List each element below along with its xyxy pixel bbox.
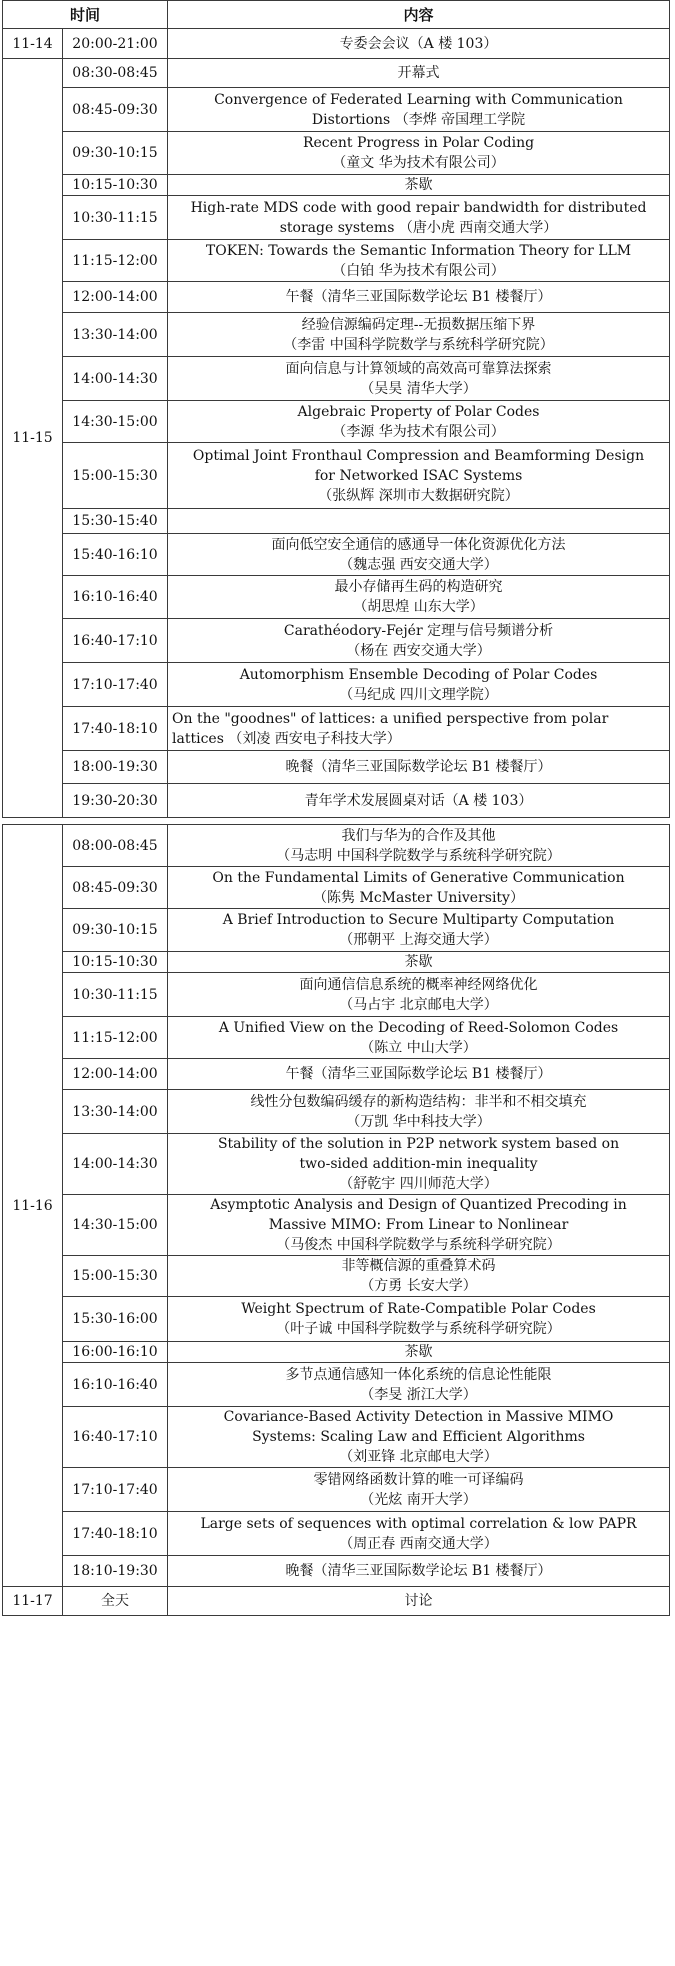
content-line: A Brief Introduction to Secure Multiparty Computation [222, 912, 615, 928]
time-cell: 10:30-11:15 [63, 196, 168, 240]
content-cell [168, 867, 670, 909]
time-cell: 15:30-16:00 [63, 1297, 168, 1342]
content-line: （周正春 西南交通大学） [339, 1535, 498, 1552]
time-cell: 14:30-15:00 [63, 1195, 168, 1256]
content-line: （马俊杰 中国科学院数学与系统科学研究院） [276, 1237, 561, 1253]
content-cell [168, 707, 670, 751]
content-line: （马占宇 北京邮电大学） [339, 996, 498, 1013]
content-cell [168, 282, 670, 313]
time-cell: 12:00-14:00 [63, 1059, 168, 1090]
content-cell [168, 619, 670, 663]
time-cell: 15:30-15:40 [63, 509, 168, 534]
content-line: 面向低空安全通信的感通导一体化资源优化方法 [271, 536, 566, 553]
content-line: 青年学术发展圆桌对话（A 楼 103） [304, 792, 533, 809]
content-line: （舒乾宇 四川师范大学） [339, 1176, 498, 1192]
content-line: 经验信源编码定理--无损数据压缩下界 [301, 316, 536, 333]
time-cell: 20:00-21:00 [63, 29, 168, 59]
time-cell: 08:30-08:45 [63, 59, 168, 88]
time-cell: 17:40-18:10 [63, 1512, 168, 1556]
content-cell [168, 132, 670, 175]
schedule-row [3, 784, 670, 818]
time-cell: 08:45-09:30 [63, 867, 168, 909]
content-line: 最小存储再生码的构造研究 [334, 579, 503, 595]
content-line: （马志明 中国科学院数学与系统科学研究院） [276, 847, 561, 864]
time-cell: 19:30-20:30 [63, 784, 168, 818]
schedule-row [3, 132, 670, 175]
schedule-row [3, 909, 670, 952]
schedule-row [3, 1587, 670, 1616]
content-line: 茶歇 [404, 177, 433, 193]
content-line: for Networked ISAC Systems [314, 467, 523, 484]
content-line: 晚餐（清华三亚国际数学论坛 B1 楼餐厅） [285, 759, 552, 775]
content-line: 面向信息与计算领域的高效高可靠算法探索 [285, 360, 552, 377]
schedule-row [3, 1090, 670, 1134]
content-cell [168, 1059, 670, 1090]
schedule-row [3, 1059, 670, 1090]
content-line: 多节点通信感知一体化系统的信息论性能限 [285, 1366, 552, 1383]
content-cell [168, 1256, 670, 1297]
time-cell: 09:30-10:15 [63, 132, 168, 175]
schedule-row [3, 707, 670, 751]
content-line: 午餐（清华三亚国际数学论坛 B1 楼餐厅） [285, 1066, 552, 1082]
content-cell [168, 313, 670, 357]
content-cell [168, 1587, 670, 1616]
schedule-row [3, 401, 670, 443]
content-cell [168, 1363, 670, 1407]
content-line: （张纵辉 深圳市大数据研究院） [318, 487, 519, 504]
content-cell [168, 357, 670, 401]
content-line: （杨在 西安交通大学） [346, 642, 491, 659]
schedule-row [3, 619, 670, 663]
date-cell: 11-15 [3, 59, 63, 818]
content-cell [168, 509, 670, 534]
header-row [3, 1, 670, 29]
schedule-row [3, 88, 670, 132]
content-line: （吴昊 清华大学） [360, 380, 477, 397]
schedule-row [3, 1556, 670, 1587]
schedule-row [3, 196, 670, 240]
content-line: lattices （刘凌 西安电子科技大学） [172, 730, 401, 747]
content-line: Distortions （李烨 帝国理工学院 [311, 111, 526, 128]
content-cell [168, 1468, 670, 1512]
schedule-row [3, 509, 670, 534]
content-line: （万凯 华中科技大学） [346, 1113, 491, 1130]
time-cell: 15:40-16:10 [63, 534, 168, 576]
header-content: 内容 [168, 1, 670, 29]
content-cell [168, 1090, 670, 1134]
content-cell [168, 443, 670, 509]
schedule-row [3, 1468, 670, 1512]
content-line: 晚餐（清华三亚国际数学论坛 B1 楼餐厅） [285, 1563, 552, 1579]
content-line: 零错网络函数计算的唯一可译编码 [313, 1471, 524, 1488]
content-line: On the Fundamental Limits of Generative Communication [212, 869, 625, 886]
schedule-row [3, 1512, 670, 1556]
schedule-row [3, 1195, 670, 1256]
content-line: Automorphism Ensemble Decoding of Polar Codes [239, 666, 598, 683]
content-line: （陈立 中山大学） [360, 1039, 477, 1056]
schedule-row [3, 867, 670, 909]
section-gap [3, 818, 670, 825]
content-cell [168, 973, 670, 1017]
content-cell [168, 576, 670, 619]
content-line: Large sets of sequences with optimal correlation & low PAPR [200, 1515, 637, 1532]
content-line: 开幕式 [397, 65, 440, 81]
schedule-row [3, 952, 670, 973]
schedule-row [3, 357, 670, 401]
schedule-row [3, 751, 670, 784]
content-line: On the "goodnes" of lattices: a unified perspective from polar [172, 710, 609, 727]
content-line: 讨论 [404, 1593, 433, 1609]
time-cell: 16:40-17:10 [63, 619, 168, 663]
content-line: Stability of the solution in P2P network system based on [217, 1136, 620, 1152]
time-cell: 18:10-19:30 [63, 1556, 168, 1587]
header-time: 时间 [3, 1, 168, 29]
time-cell: 14:30-15:00 [63, 401, 168, 443]
content-cell [168, 1195, 670, 1256]
content-line: TOKEN: Towards the Semantic Information Theory for LLM [205, 242, 632, 259]
schedule-document [2, 0, 669, 1616]
schedule-body [3, 1, 670, 1616]
content-line: Weight Spectrum of Rate-Compatible Polar Codes [241, 1301, 596, 1317]
content-line: two-sided addition-min inequality [299, 1156, 538, 1172]
time-cell: 16:00-16:10 [63, 1342, 168, 1363]
content-cell [168, 751, 670, 784]
schedule-row [3, 313, 670, 357]
content-line: 茶歇 [404, 954, 433, 970]
schedule-row [3, 1256, 670, 1297]
time-cell: 14:00-14:30 [63, 357, 168, 401]
time-cell: 08:45-09:30 [63, 88, 168, 132]
content-cell [168, 952, 670, 973]
schedule-row [3, 175, 670, 196]
time-cell: 16:10-16:40 [63, 576, 168, 619]
schedule-row [3, 59, 670, 88]
schedule-row [3, 1363, 670, 1407]
content-cell [168, 663, 670, 707]
schedule-row [3, 282, 670, 313]
content-line: Asymptotic Analysis and Design of Quantized Precoding in [210, 1197, 627, 1213]
content-cell [168, 29, 670, 59]
content-cell [168, 175, 670, 196]
content-line: 非等概信源的重叠算术码 [341, 1258, 496, 1274]
content-line: Systems: Scaling Law and Efficient Algorithms [252, 1429, 585, 1445]
content-line: 面向通信信息系统的概率神经网络优化 [299, 976, 538, 993]
schedule-row [3, 1342, 670, 1363]
content-cell [168, 1134, 670, 1195]
content-cell [168, 1512, 670, 1556]
content-line: Carathéodory-Fejér 定理与信号频谱分析 [283, 622, 554, 639]
content-line: （叶子诚 中国科学院数学与系统科学研究院） [276, 1321, 561, 1337]
content-line: High-rate MDS code with good repair bandwidth for distributed [190, 199, 647, 216]
schedule-row [3, 240, 670, 282]
schedule-row [3, 1407, 670, 1468]
time-cell: 16:40-17:10 [63, 1407, 168, 1468]
schedule-row [3, 1297, 670, 1342]
content-cell [168, 1556, 670, 1587]
content-line: （陈隽 McMaster University） [313, 889, 524, 906]
time-cell: 08:00-08:45 [63, 825, 168, 867]
time-cell: 全天 [63, 1587, 168, 1616]
content-line: （白铂 华为技术有限公司） [332, 262, 505, 279]
time-cell: 16:10-16:40 [63, 1363, 168, 1407]
content-line: Recent Progress in Polar Coding [302, 135, 535, 151]
time-cell: 10:30-11:15 [63, 973, 168, 1017]
content-cell [168, 1407, 670, 1468]
time-cell: 17:10-17:40 [63, 663, 168, 707]
time-cell: 13:30-14:00 [63, 1090, 168, 1134]
schedule-row [3, 663, 670, 707]
date-cell: 11-17 [3, 1587, 63, 1616]
content-cell [168, 401, 670, 443]
content-cell [168, 909, 670, 952]
content-line: （胡思煌 山东大学） [353, 599, 484, 615]
schedule-row [3, 1017, 670, 1059]
schedule-row [3, 534, 670, 576]
time-cell: 17:10-17:40 [63, 1468, 168, 1512]
time-cell: 10:15-10:30 [63, 175, 168, 196]
content-line: Algebraic Property of Polar Codes [297, 403, 540, 420]
content-cell [168, 88, 670, 132]
content-line: （马纪成 四川文理学院） [339, 686, 498, 703]
time-cell: 12:00-14:00 [63, 282, 168, 313]
schedule-table [2, 0, 670, 1616]
content-line: Covariance-Based Activity Detection in Massive MIMO [223, 1409, 614, 1425]
content-cell [168, 1342, 670, 1363]
schedule-row [3, 576, 670, 619]
time-cell: 13:30-14:00 [63, 313, 168, 357]
time-cell: 11:15-12:00 [63, 240, 168, 282]
content-line: Convergence of Federated Learning with Communication [214, 91, 623, 108]
time-cell: 14:00-14:30 [63, 1134, 168, 1195]
schedule-row [3, 973, 670, 1017]
schedule-row [3, 443, 670, 509]
content-line: Massive MIMO: From Linear to Nonlinear [268, 1217, 569, 1233]
content-cell [168, 825, 670, 867]
time-cell: 10:15-10:30 [63, 952, 168, 973]
content-line: （李雷 中国科学院数学与系统科学研究院） [283, 336, 554, 353]
content-line: （童文 华为技术有限公司） [332, 155, 505, 171]
content-line: （李旻 浙江大学） [360, 1386, 477, 1403]
time-cell: 15:00-15:30 [63, 1256, 168, 1297]
time-cell: 18:00-19:30 [63, 751, 168, 784]
content-line: （方勇 长安大学） [360, 1278, 477, 1294]
time-cell: 15:00-15:30 [63, 443, 168, 509]
content-line: 我们与华为的合作及其他 [341, 827, 496, 844]
schedule-row [3, 29, 670, 59]
content-line: （魏志强 西安交通大学） [339, 556, 498, 573]
time-cell: 11:15-12:00 [63, 1017, 168, 1059]
schedule-row [3, 1134, 670, 1195]
content-line: （光炫 南开大学） [360, 1491, 477, 1508]
content-line: 午餐（清华三亚国际数学论坛 B1 楼餐厅） [285, 289, 552, 305]
content-cell [168, 534, 670, 576]
time-cell: 09:30-10:15 [63, 909, 168, 952]
content-line: Optimal Joint Fronthaul Compression and Beamforming Design [192, 447, 645, 464]
content-cell [168, 240, 670, 282]
content-line: （刘亚锋 北京邮电大学） [339, 1449, 498, 1465]
content-cell [168, 784, 670, 818]
content-line: A Unified View on the Decoding of Reed-Solomon Codes [218, 1019, 619, 1036]
content-line: storage systems （唐小虎 西南交通大学） [279, 219, 558, 236]
content-cell [168, 196, 670, 240]
content-line: （邢朝平 上海交通大学） [339, 932, 498, 948]
section-gap-cell [3, 818, 670, 825]
content-cell [168, 59, 670, 88]
content-line: 线性分包数编码缓存的新构造结构：非半和不相交填充 [250, 1093, 587, 1110]
time-cell: 17:40-18:10 [63, 707, 168, 751]
content-line: 茶歇 [404, 1344, 433, 1360]
date-cell: 11-16 [3, 825, 63, 1587]
content-line: 专委会会议（A 楼 103） [339, 35, 498, 52]
content-line: （李源 华为技术有限公司） [332, 423, 505, 440]
content-cell [168, 1297, 670, 1342]
date-cell: 11-14 [3, 29, 63, 59]
content-cell [168, 1017, 670, 1059]
schedule-row [3, 825, 670, 867]
